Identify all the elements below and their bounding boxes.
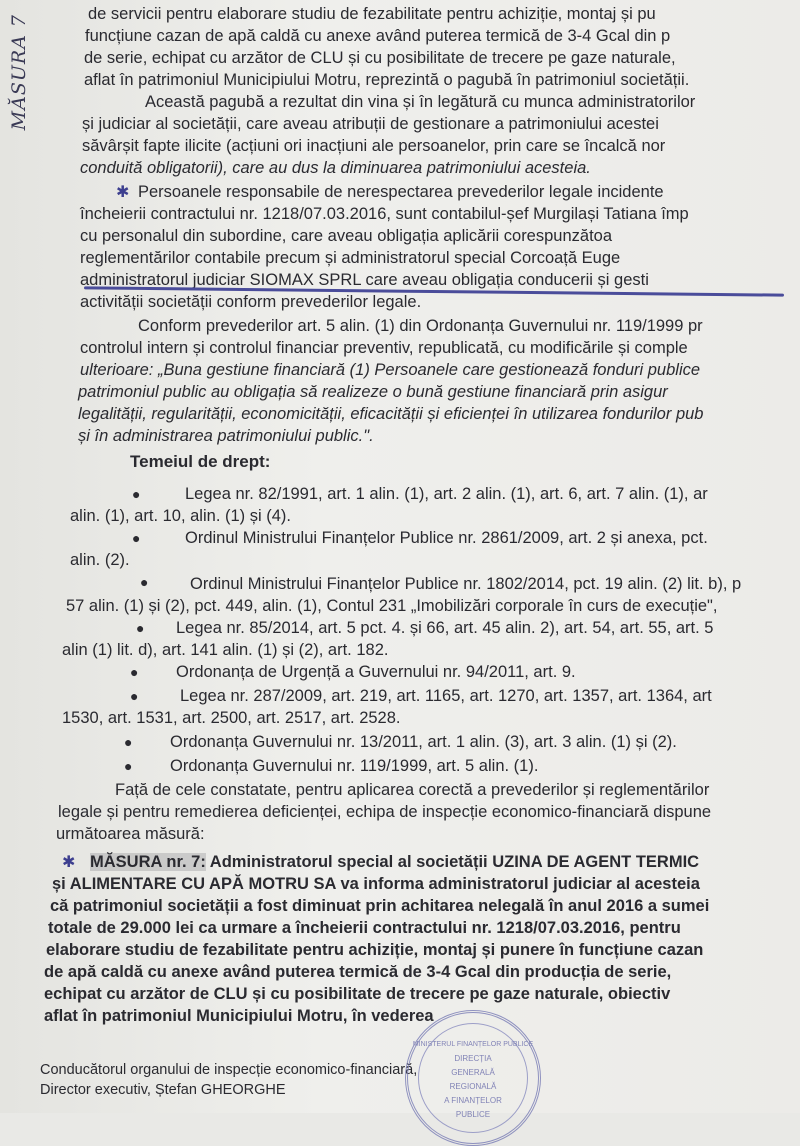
footer-line-2: Director executiv, Ștefan GHEORGHE	[40, 1082, 286, 1098]
bullet-icon: ●	[140, 574, 149, 590]
bullet-icon: ●	[132, 530, 141, 546]
p4-line-2: controlul intern și controlul financiar preventiv, republicată, cu modificările și comple	[80, 339, 688, 357]
bullet-icon: ●	[130, 688, 139, 704]
p2-line-1: Această pagubă a rezultat din vina și în legătură cu munca administratorilor	[145, 93, 696, 111]
legal-basis-item-6-cont: 1530, art. 1531, art. 2500, art. 2517, art. 2528.	[62, 709, 401, 727]
bullet-icon: ●	[132, 486, 141, 502]
p3-line-2: încheierii contractului nr. 1218/07.03.2016, sunt contabilul-șef Murgilași Tatiana împ	[80, 205, 689, 223]
bullet-icon: ●	[130, 664, 139, 680]
measure-text-1: Administratorul special al societății UZINA DE AGENT TERMIC	[205, 853, 700, 871]
legal-basis-item-4: Legea nr. 85/2014, art. 5 pct. 4. și 66, art. 45 alin. 2), art. 54, art. 55, art. 5	[176, 619, 714, 637]
handwritten-margin-note: MĂSURA 7	[8, 14, 30, 131]
p5-line-2: legale și pentru remedierea deficienței, echipa de inspecție economico-financiară dispune	[58, 803, 712, 821]
legal-basis-item-4-cont: alin (1) lit. d), art. 141 alin. (1) și (2), art. 182.	[62, 641, 389, 659]
p4-line-6: și în administrarea patrimoniului public.".	[78, 427, 374, 445]
stamp-line-6: PUBLICE	[455, 1110, 491, 1119]
legal-basis-item-3-cont: 57 alin. (1) și (2), pct. 449, alin. (1), Contul 231 „Imobilizări corporale în curs de execuție",	[66, 597, 718, 615]
bullet-icon: ●	[124, 758, 133, 774]
bullet-icon: ●	[124, 734, 133, 750]
p2-line-3: săvârșit fapte ilicite (acțiuni ori inacțiuni ale persoanelor, prin care se încalcă nor	[82, 137, 666, 155]
p1-line-3: de serie, echipat cu arzător de CLU și cu posibilitate de trecere pe gaze naturale,	[84, 49, 676, 67]
measure-line-8: aflat în patrimoniul Municipiului Motru, în vederea	[44, 1007, 434, 1025]
stamp-line-5: A FINANȚELOR	[444, 1096, 502, 1105]
p2-line-2: și judiciar al societății, care aveau atribuții de gestionare a patrimoniului acestei	[82, 115, 659, 133]
p2-line-4: conduită obligatorii), care au dus la diminuarea patrimoniului acesteia.	[80, 159, 591, 177]
measure-line-4: totale de 29.000 lei ca urmare a încheierii contractului nr. 1218/07.03.2016, pentru	[48, 919, 681, 937]
stamp-line-1: MINISTERUL FINANȚELOR PUBLICE	[412, 1041, 534, 1048]
footer-line-1: Conducătorul organului de inspecție economico-financiară,	[40, 1062, 418, 1078]
measure-line-3: că patrimoniul societății a fost diminuat prin achitarea nelegală în anul 2016 a sumei	[50, 897, 710, 915]
legal-basis-item-1: Legea nr. 82/1991, art. 1 alin. (1), art. 2 alin. (1), art. 6, art. 7 alin. (1), ar	[185, 485, 708, 503]
measure-line-1	[90, 852, 699, 872]
p1-line-4: aflat în patrimoniul Municipiului Motru, reprezintă o pagubă în patrimoniul societății.	[84, 71, 690, 89]
stamp-line-4: REGIONALĂ	[449, 1082, 497, 1091]
stamp-line-3: GENERALĂ	[451, 1068, 495, 1077]
measure-line-7: echipat cu arzător de CLU și cu posibilitate de trecere pe gaze naturale, obiectiv	[44, 985, 671, 1003]
legal-basis-item-2: Ordinul Ministrului Finanțelor Publice nr. 2861/2009, art. 2 și anexa, pct.	[185, 529, 708, 547]
p1-line-2: funcțiune cazan de apă caldă cu anexe având puterea termică de 3-4 Gcal din p	[85, 27, 671, 45]
p5-line-3: următoarea măsură:	[56, 825, 205, 843]
p1-line-1: de servicii pentru elaborare studiu de fezabilitate pentru achiziție, montaj și pu	[88, 5, 656, 23]
stamp-line-2: DIRECȚIA	[454, 1054, 492, 1063]
official-stamp	[405, 1010, 541, 1146]
legal-basis-item-1-cont: alin. (1), art. 10, alin. (1) și (4).	[70, 507, 291, 525]
p4-line-5: legalității, regularității, economicității, eficacității și eficienței în utilizarea fondurilor pub	[78, 405, 704, 423]
measure-line-6: de apă caldă cu anexe având puterea termică de 3-4 Gcal din producția de serie,	[44, 963, 672, 981]
p4-line-3: ulterioare: „Buna gestiune financiară (1) Persoanele care gestionează fonduri publice	[80, 361, 701, 379]
legal-basis-item-6: Legea nr. 287/2009, art. 219, art. 1165, art. 1270, art. 1357, art. 1364, art	[180, 687, 712, 705]
p4-line-4: patrimoniul public au obligația să realizeze o bună gestiune financiară prin asigur	[78, 383, 668, 401]
measure-label: MĂSURA nr. 7:	[90, 853, 206, 871]
measure-line-2: și ALIMENTARE CU APĂ MOTRU SA va informa administratorul judiciar al acesteia	[52, 875, 700, 893]
legal-basis-item-2-cont: alin. (2).	[70, 551, 130, 569]
legal-basis-item-8: Ordonanța Guvernului nr. 119/1999, art. 5 alin. (1).	[170, 757, 539, 775]
p3-line-5: administratorul judiciar SIOMAX SPRL care aveau obligația conducerii și gesti	[80, 271, 649, 289]
p3-line-4: reglementărilor contabile precum și administratorul special Corcoață Euge	[80, 249, 621, 267]
measure-line-5: elaborare studiu de fezabilitate pentru achiziție, montaj și punere în funcțiune cazan	[46, 941, 704, 959]
p3-line-1: Persoanele responsabile de nerespectarea prevederilor legale incidente	[138, 183, 664, 201]
p3-line-6: activității societății conform prevederilor legale.	[80, 293, 422, 311]
legal-basis-item-3: Ordinul Ministrului Finanțelor Publice nr. 1802/2014, pct. 19 alin. (2) lit. b), p	[190, 575, 742, 593]
bullet-icon: ●	[136, 620, 145, 636]
pen-asterisk-icon: ✱	[62, 854, 76, 871]
p5-line-1: Față de cele constatate, pentru aplicarea corectă a prevederilor și reglementărilor	[115, 781, 710, 799]
legal-basis-item-5: Ordonanța de Urgență a Guvernului nr. 94/2011, art. 9.	[176, 663, 576, 681]
legal-basis-item-7: Ordonanța Guvernului nr. 13/2011, art. 1 alin. (3), art. 3 alin. (1) și (2).	[170, 733, 677, 751]
pen-asterisk-icon: ✱	[116, 184, 130, 201]
p4-line-1: Conform prevederilor art. 5 alin. (1) din Ordonanța Guvernului nr. 119/1999 pr	[138, 317, 703, 335]
legal-basis-heading: Temeiul de drept:	[130, 452, 271, 471]
p3-line-3: cu personalul din subordine, care aveau obligația aplicării corespunzătoa	[80, 227, 613, 245]
